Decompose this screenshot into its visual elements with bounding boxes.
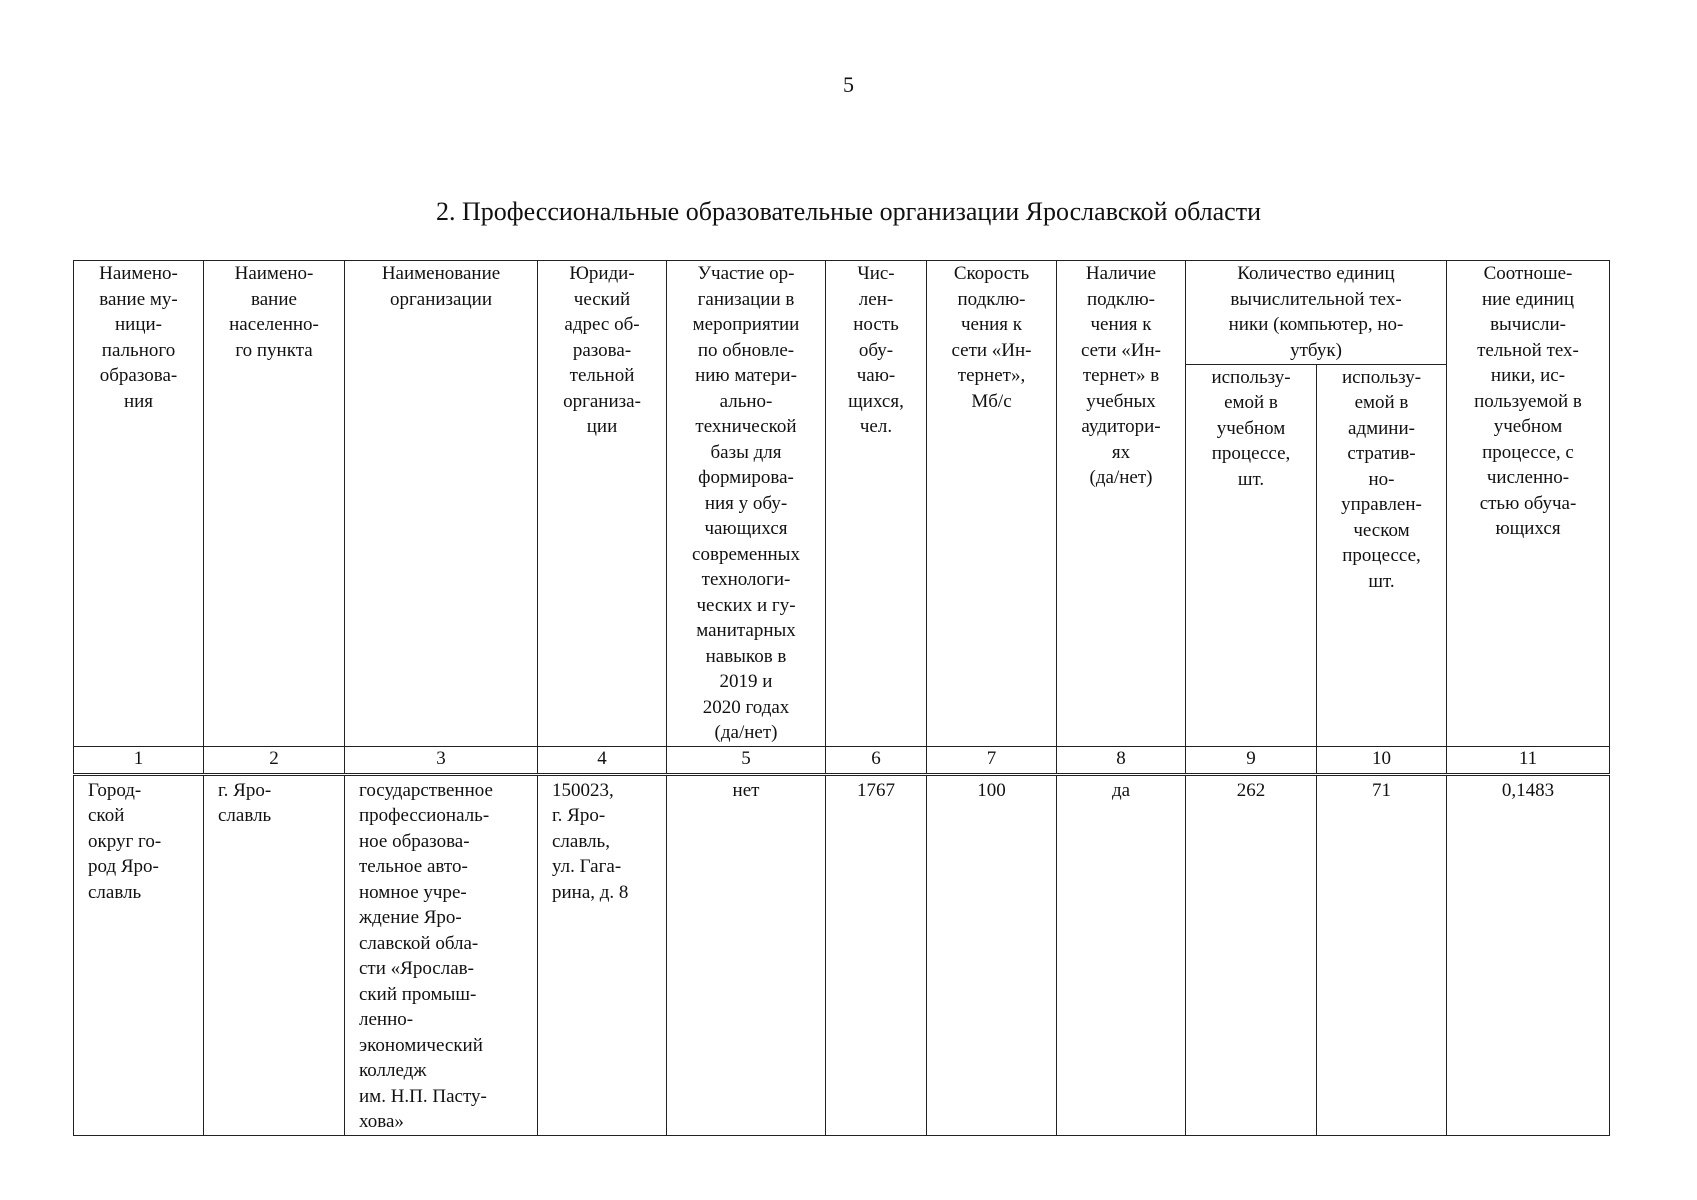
header-row	[74, 261, 1610, 365]
cell-students: 1767	[826, 774, 927, 1135]
cell-computers-admin: 71	[1317, 774, 1447, 1135]
column-number: 10	[1317, 746, 1447, 774]
header-ratio: Соотноше- ние единиц вычисли- тельной тех- ники, ис- пользуемой в учебном процессе, с численно- стью обуча- ющихся	[1447, 261, 1610, 747]
header-settlement: Наимено- вание населенно- го пункта	[204, 261, 345, 747]
cell-settlement: г. Яро- славль	[204, 774, 345, 1135]
cell-organization: государственное профессиональ- ное образова- тельное авто- номное учре- ждение Яро- славской обла- сти «Ярослав- ский промыш- ленно- экономический колледж им. Н.П. Пасту- хова»	[345, 774, 538, 1135]
column-number: 9	[1186, 746, 1317, 774]
organizations-table	[73, 260, 1610, 1136]
cell-legal-address: 150023, г. Яро- славль, ул. Гага- рина, д. 8	[538, 774, 667, 1135]
column-number: 2	[204, 746, 345, 774]
header-municipality: Наимено- вание му- ници- пального образова- ния	[74, 261, 204, 747]
header-internet-classrooms: Наличие подклю- чения к сети «Ин- тернет» в учебных аудитори- ях (да/нет)	[1057, 261, 1186, 747]
column-number: 11	[1447, 746, 1610, 774]
cell-internet-speed: 100	[927, 774, 1057, 1135]
cell-internet-classrooms: да	[1057, 774, 1186, 1135]
header-computers-admin: использу- емой в админи- стратив- но- управлен- ческом процессе, шт.	[1317, 364, 1447, 746]
table-row	[74, 774, 1610, 1135]
header-legal-address: Юриди- ческий адрес об- разова- тельной организа- ции	[538, 261, 667, 747]
column-number: 7	[927, 746, 1057, 774]
column-number-row	[74, 746, 1610, 774]
header-computers-group: Количество единиц вычислительной тех- ники (компьютер, но- утбук)	[1186, 261, 1447, 365]
header-computers-edu: использу- емой в учебном процессе, шт.	[1186, 364, 1317, 746]
cell-ratio: 0,1483	[1447, 774, 1610, 1135]
cell-municipality: Город- ской округ го- род Яро- славль	[74, 774, 204, 1135]
header-internet-speed: Скорость подклю- чения к сети «Ин- тернет», Мб/с	[927, 261, 1057, 747]
column-number: 8	[1057, 746, 1186, 774]
cell-computers-edu: 262	[1186, 774, 1317, 1135]
column-number: 4	[538, 746, 667, 774]
column-number: 5	[667, 746, 826, 774]
document-title: 2. Профессиональные образовательные организации Ярославской области	[435, 197, 1262, 226]
header-organization: Наименование организации	[345, 261, 538, 747]
header-students: Чис- лен- ность обу- чаю- щихся, чел.	[826, 261, 927, 747]
header-participation: Участие ор- ганизации в мероприятии по обновле- нию матери- ально- технической базы для формирова- ния у обу- чающихся современных технологи- ческих и гу- манитарных навыков в 2019 и 2020 годах (да/нет)	[667, 261, 826, 747]
column-number: 3	[345, 746, 538, 774]
page-number: 5	[843, 72, 854, 97]
column-number: 1	[74, 746, 204, 774]
column-number: 6	[826, 746, 927, 774]
cell-participation: нет	[667, 774, 826, 1135]
